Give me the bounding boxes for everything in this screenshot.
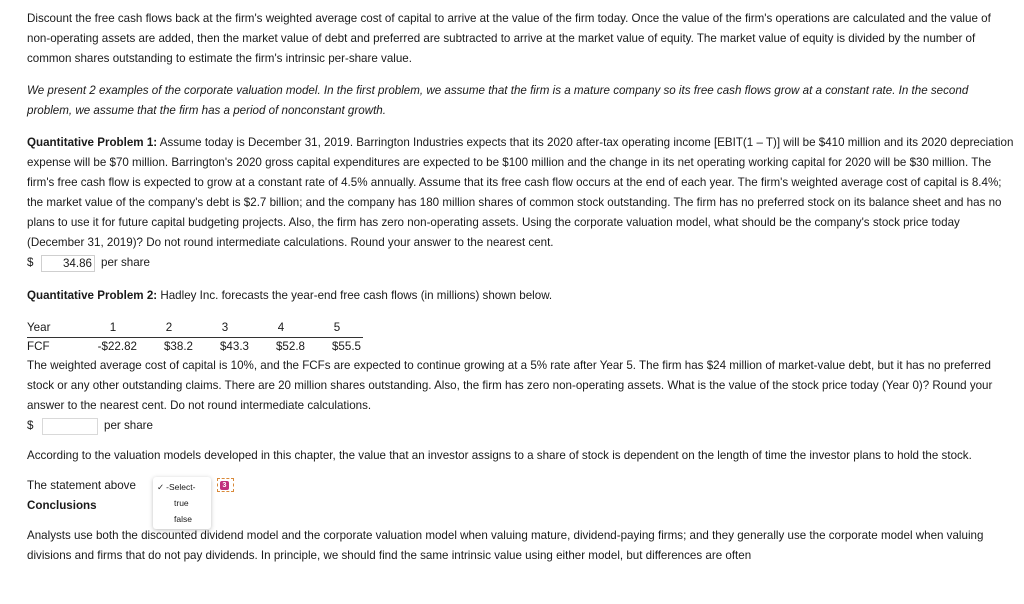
intro-paragraph: Discount the free cash flows back at the firm's weighted average cost of capital to arrive at the value of the firm today. Once the value of the firm's operations are calculated and the value of non-operating assets are added, then the market value of debt and preferred are subtracted to arrive at the market value of equity. The market value of equity is divided by the number of common shares outstanding to estimate the firm's intrinsic per-share value.	[27, 12, 991, 65]
problem2-answer-input[interactable]	[42, 418, 98, 435]
fcf-cell: $38.2	[163, 340, 193, 353]
year-cell: 2	[137, 319, 193, 338]
valuation-statement: According to the valuation models developed in this chapter, the value that an investor assigns to a share of stock is dependent on the length of time the investor plans to hold the stock.	[27, 449, 972, 462]
attempt-badge-frame[interactable]	[217, 478, 234, 492]
problem2-text: Hadley Inc. forecasts the year-end free cash flows (in millions) shown below.	[157, 289, 553, 302]
statement-select-row	[27, 476, 1015, 524]
problem2-paragraph	[27, 286, 1015, 306]
examples-note: We present 2 examples of the corporate valuation model. In the first problem, we assume that the firm is a mature company so its free cash flows grow at a constant rate. In the second problem, we assume that the firm has a period of nonconstant growth.	[27, 84, 969, 117]
problem2-currency: $	[27, 419, 34, 432]
analysts-paragraph: Analysts use both the discounted dividend model and the corporate valuation model when valuing mature, dividend-paying firms; and they generally use the corporate model when valuing divisions and firms that do not pay dividends. In principle, we should find the same intrinsic value using either model, but differences are often	[27, 529, 984, 562]
problem1-answer-input[interactable]	[41, 255, 95, 272]
problem1-currency: $	[27, 256, 34, 269]
problem1-label: Quantitative Problem 1:	[27, 136, 158, 149]
fcf-cell: $52.8	[275, 340, 305, 353]
statement-label: The statement above	[27, 479, 136, 492]
fcf-table	[27, 319, 363, 356]
year-cell: 3	[193, 319, 249, 338]
problem1-paragraph	[27, 133, 1015, 253]
fcf-table-header-row	[27, 319, 363, 338]
problem1-unit: per share	[101, 256, 150, 269]
problem2-unit: per share	[104, 419, 153, 432]
year-cell: 5	[305, 319, 363, 338]
problem2-answer-row	[27, 416, 1015, 436]
fcf-cell: $43.3	[219, 340, 249, 353]
attempt-badge: 3	[220, 481, 229, 490]
statement-dropdown[interactable]	[153, 477, 211, 529]
fcf-cell: -$22.82	[97, 340, 137, 353]
fcf-table-row	[27, 338, 363, 357]
year-cell: 4	[249, 319, 305, 338]
fcf-cell: $55.5	[331, 340, 361, 353]
problem2-followup: The weighted average cost of capital is 10%, and the FCFs are expected to continue growing at a 5% rate after Year 5. The firm has $24 million of market-value debt, but it has no preferred stock or any other outstanding claims. There are 20 million shares outstanding. Also, the firm has zero non-operating assets. What is the value of the stock price today (Year 0)? Round your answer to the nearest cent. Do not round intermediate calculations.	[27, 359, 993, 412]
year-cell: 1	[89, 319, 137, 338]
main-content	[27, 9, 1015, 566]
year-header: Year	[27, 319, 89, 338]
problem1-answer-row	[27, 253, 1015, 273]
fcf-header: FCF	[27, 340, 50, 353]
dropdown-option-false[interactable]: false	[174, 514, 192, 524]
conclusions-label: Conclusions	[27, 499, 97, 512]
dropdown-option-select[interactable]: ✓ -Select-	[157, 482, 196, 492]
dropdown-option-true[interactable]: true	[174, 498, 189, 508]
problem2-label: Quantitative Problem 2:	[27, 289, 158, 302]
check-icon: ✓	[157, 482, 165, 492]
problem1-text: Assume today is December 31, 2019. Barrington Industries expects that its 2020 after-tax operating income [EBIT(1 – T)] will be $410 million and its 2020 depreciation expense will be $70 million. Barrington's 2020 gross capital expenditures are expected to be $100 million and the change in its net operating working capital for 2020 will be $30 million. The firm's free cash flow is expected to grow at a constant rate of 4.5% annually. Assume that its free cash flow occurs at the end of each year. The firm's weighted average cost of capital is 8.4%; the market value of the company's debt is $2.7 billion; and the company has 180 million shares of common stock outstanding. The firm has no preferred stock on its balance sheet and has no plans to use it for future capital budgeting projects. Also, the firm has zero non-operating assets. Using the corporate valuation model, what should be the company's stock price today (December 31, 2019)? Do not round intermediate calculations. Round your answer to the nearest cent.	[27, 136, 1014, 249]
